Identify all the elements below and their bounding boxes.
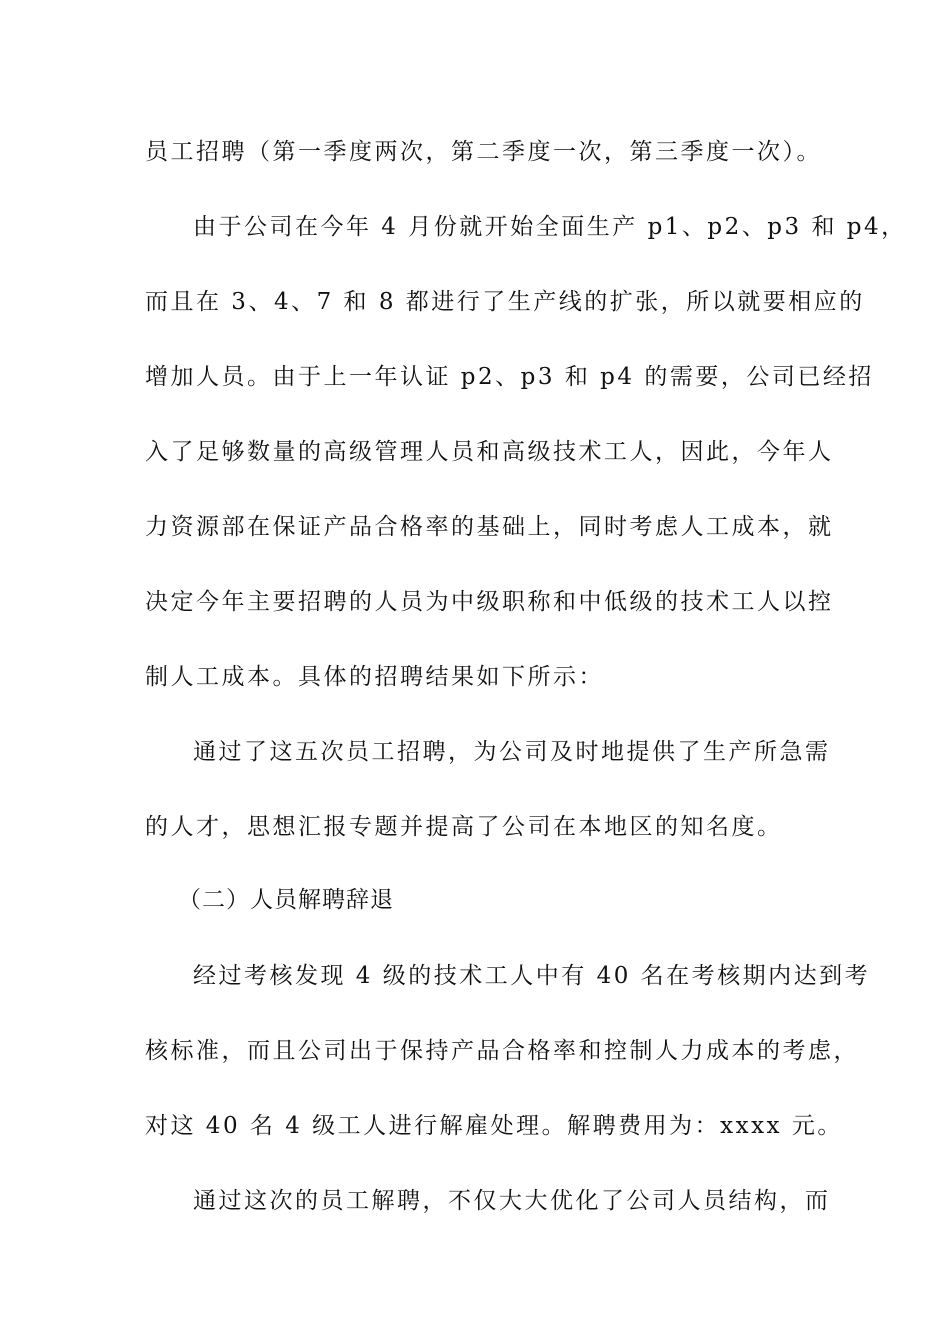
- paragraph-start-line: 由于公司在今年 4 月份就开始全面生产 p1、p2、p3 和 p4，: [193, 214, 907, 240]
- section-heading: （二）人员解聘辞退: [178, 887, 394, 913]
- text-line: 制人工成本。具体的招聘结果如下所示：: [145, 664, 604, 690]
- text-line: 核标准，而且公司出于保持产品合格率和控制人力成本的考虑，: [145, 1038, 859, 1064]
- text-line: 的人才，思想汇报专题并提高了公司在本地区的知名度。: [145, 814, 783, 840]
- paragraph-start-line: 通过了这五次员工招聘，为公司及时地提供了生产所急需: [193, 739, 831, 765]
- text-line: 员工招聘（第一季度两次，第二季度一次，第三季度一次）。: [145, 139, 822, 165]
- paragraph-start-line: 通过这次的员工解聘，不仅大大优化了公司人员结构，而: [193, 1188, 831, 1214]
- text-line: 决定今年主要招聘的人员为中级职称和中低级的技术工人以控: [145, 589, 834, 615]
- paragraph-start-line: 经过考核发现 4 级的技术工人中有 40 名在考核期内达到考: [193, 963, 871, 989]
- text-line: 增加人员。由于上一年认证 p2、p3 和 p4 的需要，公司已经招: [145, 364, 874, 390]
- text-line: 对这 40 名 4 级工人进行解雇处理。解聘费用为：xxxx 元。: [145, 1113, 843, 1139]
- text-line: 而且在 3、4、7 和 8 都进行了生产线的扩张，所以就要相应的: [145, 289, 865, 315]
- text-line: 力资源部在保证产品合格率的基础上，同时考虑人工成本，就: [145, 514, 834, 540]
- text-line: 入了足够数量的高级管理人员和高级技术工人，因此，今年人: [145, 439, 834, 465]
